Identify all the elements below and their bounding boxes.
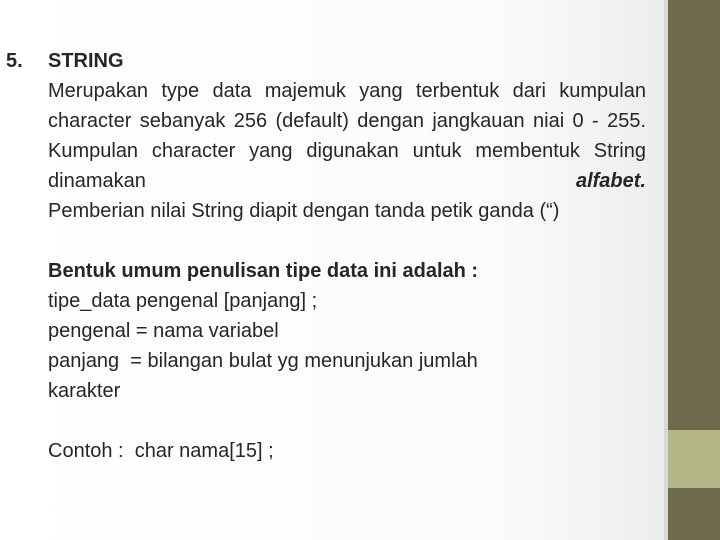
example-line: Contoh : char nama[15] ; (48, 440, 274, 462)
section-title: STRING (48, 50, 124, 72)
syntax-block (48, 256, 650, 406)
description-emphasis: alfabet. (575, 170, 646, 192)
syntax-line: panjang = bilangan bulat yg menunjukan jumlah (48, 350, 478, 372)
section-heading (0, 46, 650, 76)
syntax-line: pengenal = nama variabel (48, 320, 279, 342)
sidebar-accent-bottom (668, 488, 720, 540)
section-number: 5. (6, 50, 23, 72)
description-paragraph (48, 76, 646, 226)
description-tail: Pemberian nilai String diapit dengan tanda petik ganda (“) (48, 200, 560, 222)
description-lead-text: Merupakan type data majemuk yang terbentuk dari kumpulan character sebanyak 256 (default) dengan jangkauan niai 0 - 255. Kumpulan character yang digunakan untuk membentuk String dinamakan (48, 80, 646, 192)
sidebar-accent-middle (668, 430, 720, 488)
slide-content (0, 46, 650, 466)
description-lead (48, 76, 646, 196)
syntax-heading: Bentuk umum penulisan tipe data ini adalah : (48, 260, 479, 282)
sidebar-accent-top (668, 0, 720, 430)
syntax-line: karakter (48, 380, 121, 402)
syntax-line: tipe_data pengenal [panjang] ; (48, 290, 318, 312)
